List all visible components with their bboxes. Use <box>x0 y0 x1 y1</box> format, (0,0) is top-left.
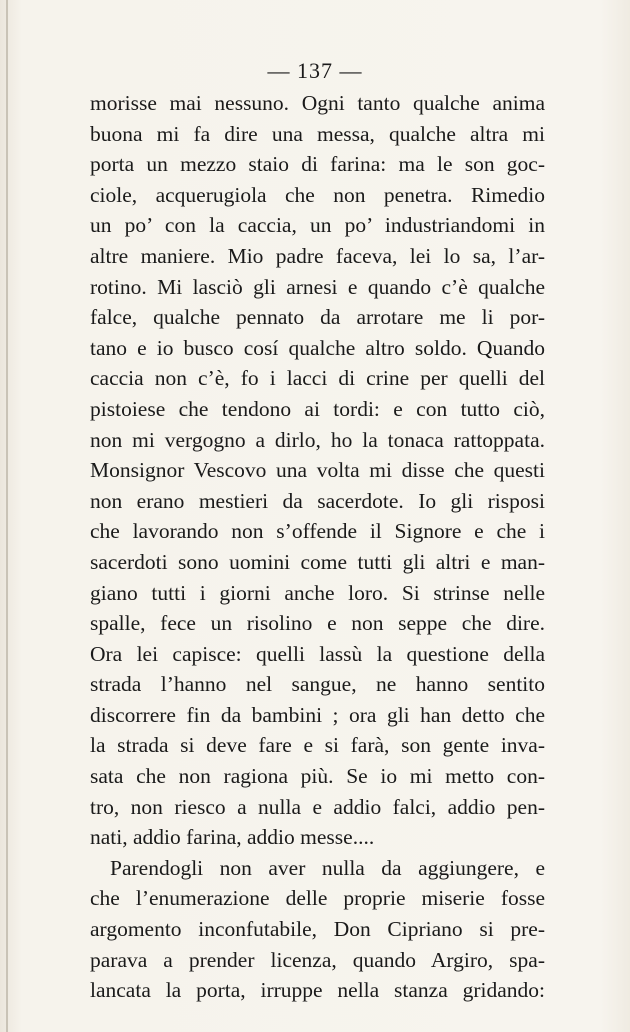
text-line: un po’ con la caccia, un po’ industriandomi in <box>90 213 545 238</box>
text-line: porta un mezzo staio di farina: ma le son goc- <box>90 152 545 177</box>
text-line: non mi vergogno a dirlo, ho la tonaca rattoppata. <box>90 427 545 452</box>
text-line-paragraph-start: Parendogli non aver nulla da aggiungere, e <box>110 855 545 880</box>
text-line: tano e io busco cosí qualche altro soldo. Quando <box>90 335 545 360</box>
body-text <box>90 88 545 1006</box>
text-line: argomento inconfutabile, Don Cipriano si pre- <box>90 917 545 942</box>
text-line: giano tutti i giorni anche loro. Si strinse nelle <box>90 580 545 605</box>
text-line: Monsignor Vescovo una volta mi disse che questi <box>90 458 545 483</box>
text-line: sata che non ragiona più. Se io mi metto con- <box>90 764 545 789</box>
text-line: che l’enumerazione delle proprie miserie fosse <box>90 886 545 911</box>
text-line: altre maniere. Mio padre faceva, lei lo sa, l’ar- <box>90 243 545 268</box>
text-line: strada l’hanno nel sangue, ne hanno sentito <box>90 672 545 697</box>
text-line: pistoiese che tendono ai tordi: e con tutto ciò, <box>90 396 545 421</box>
text-line: ciole, acquerugiola che non penetra. Rimedio <box>90 182 545 207</box>
text-line: tro, non riesco a nulla e addio falci, addio pen- <box>90 794 545 819</box>
text-line: che lavorando non s’offende il Signore e che i <box>90 519 545 544</box>
text-line: rotino. Mi lasciò gli arnesi e quando c’è qualche <box>90 274 545 299</box>
page-binding-edge <box>6 0 8 1032</box>
text-line: discorrere fin da bambini ; ora gli han detto che <box>90 702 545 727</box>
text-line: spalle, fece un risolino e non seppe che dire. <box>90 611 545 636</box>
text-line: parava a prender licenza, quando Argiro, spa- <box>90 947 545 972</box>
text-line: falce, qualche pennato da arrotare me li por- <box>90 305 545 330</box>
text-line: non erano mestieri da sacerdote. Io gli risposi <box>90 488 545 513</box>
text-line: caccia non c’è, fo i lacci di crine per quelli del <box>90 366 545 391</box>
text-line: morisse mai nessuno. Ogni tanto qualche anima <box>90 91 545 115</box>
text-line: buona mi fa dire una messa, qualche altra mi <box>90 121 545 146</box>
text-line: sacerdoti sono uomini come tutti gli altri e man- <box>90 549 545 574</box>
text-line: lancata la porta, irruppe nella stanza gridando: <box>90 978 545 1003</box>
text-line: Ora lei capisce: quelli lassù la questione della <box>90 641 545 666</box>
text-line-paragraph-end: nati, addio farina, addio messe.... <box>90 825 375 850</box>
page-number: — 137 — <box>267 58 363 83</box>
text-line: la strada si deve fare e si farà, son gente inva- <box>90 733 545 758</box>
